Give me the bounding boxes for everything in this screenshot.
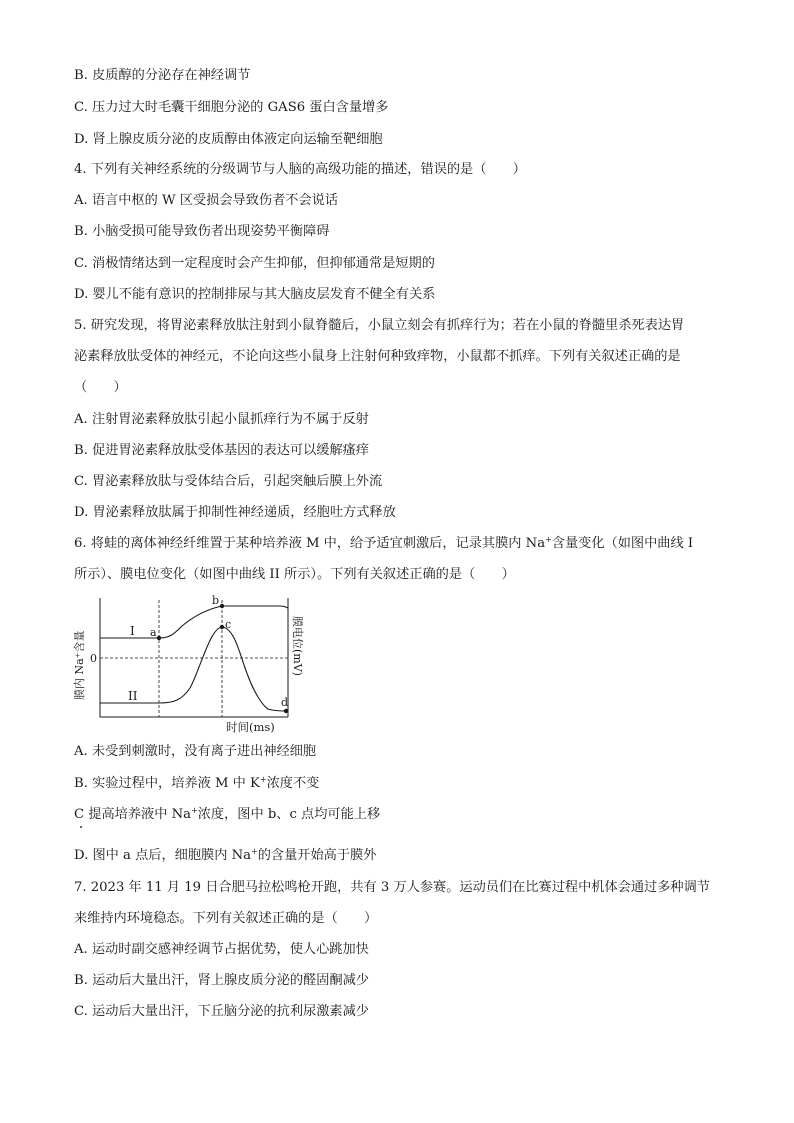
q5-option-d: D. 胃泌素释放肽属于抑制性神经递质，经胞吐方式释放 <box>74 505 396 520</box>
q4-stem: 4. 下列有关神经系统的分级调节与人脑的高级功能的描述，错误的是（ ） <box>74 162 526 177</box>
q6-option-c-text-b: 浓度，图中 b、c 点均可能上移 <box>197 807 381 822</box>
q6-option-d-text-b: 的含量开始高于膜外 <box>257 848 377 863</box>
stray-dot <box>80 826 82 828</box>
q6-option-b-text-a: B. 实验过程中，培养液 M 中 K <box>74 776 260 791</box>
q4-option-b: B. 小脑受损可能导致伤者出现姿势平衡障碍 <box>74 224 330 239</box>
x-axis-label: 时间(ms) <box>226 720 275 734</box>
q7-stem-line2: 来维持内环境稳态。下列有关叙述正确的是（ ） <box>74 911 378 926</box>
q3-option-c: C. 压力过大时毛囊干细胞分泌的 GAS6 蛋白含量增多 <box>74 100 389 115</box>
q7-option-a: A. 运动时副交感神经调节占据优势，使人心跳加快 <box>74 942 369 957</box>
q5-option-c: C. 胃泌素释放肽与受体结合后，引起突触后膜上外流 <box>74 474 383 489</box>
zero-label: 0 <box>90 652 97 665</box>
superscript-plus: + <box>191 806 198 815</box>
y-axis-label-left: 膜内 Na⁺含量 <box>73 630 86 700</box>
q6-option-d <box>74 846 376 866</box>
q3-option-d: D. 肾上腺皮质分泌的皮质醇由体液定向运输至靶细胞 <box>74 132 383 147</box>
point-b-label: b <box>212 594 220 607</box>
point-b-dot <box>220 604 224 608</box>
q6-stem-line1 <box>74 534 693 554</box>
point-a-label: a <box>150 626 157 639</box>
y-axis-label-right: 膜电位(mV) <box>291 616 304 676</box>
membrane-potential-figure <box>70 590 310 736</box>
q6-option-c <box>74 805 380 825</box>
point-c-label: c <box>225 618 232 631</box>
q4-option-a: A. 语言中枢的 W 区受损会导致伤者不会说话 <box>74 193 339 208</box>
q6-option-b-text-b: 浓度不变 <box>266 776 320 791</box>
q7-stem-line1: 7. 2023 年 11 月 19 日合肥马拉松鸣枪开跑，共有 3 万人参赛。运动员们在比赛过程中机体会通过多种调节 <box>74 880 710 895</box>
q5-option-a: A. 注射胃泌素释放肽引起小鼠抓痒行为不属于反射 <box>74 412 369 427</box>
point-a-dot <box>157 636 161 640</box>
curve-ii-label: II <box>128 689 138 703</box>
point-c-dot <box>220 625 224 629</box>
q5-stem-line1: 5. 研究发现，将胃泌素释放肽注射到小鼠脊髓后，小鼠立刻会有抓痒行为；若在小鼠的脊髓里杀死表达胃 <box>74 318 685 333</box>
q5-stem-line2: 泌素释放肽受体的神经元，不论向这些小鼠身上注射何种致痒物，小鼠都不抓痒。下列有关叙述正确的是 <box>74 349 681 364</box>
curve-i <box>100 606 288 638</box>
q3-option-b: B. 皮质醇的分泌存在神经调节 <box>74 68 251 83</box>
q6-option-d-text-a: D. 图中 a 点后，细胞膜内 Na <box>74 848 252 863</box>
point-d-dot <box>284 709 288 713</box>
superscript-plus: + <box>259 775 267 784</box>
q6-option-c-text-a: C 提高培养液中 Na <box>74 807 191 822</box>
q6-stem-text-b: 含量变化（如图中曲线 I <box>551 536 694 551</box>
curve-i-label: I <box>130 624 135 638</box>
q6-option-a: A. 未受到刺激时，没有离子进出神经细胞 <box>74 744 317 759</box>
q5-option-b: B. 促进胃泌素释放肽受体基因的表达可以缓解瘙痒 <box>74 443 370 458</box>
q6-stem-line2: 所示）、膜电位变化（如图中曲线 II 所示）。下列有关叙述正确的是（ ） <box>74 567 515 582</box>
superscript-plus: + <box>251 847 258 856</box>
q7-option-c: C. 运动后大量出汗，下丘脑分泌的抗利尿激素减少 <box>74 1004 369 1019</box>
q4-option-d: D. 婴儿不能有意识的控制排尿与其大脑皮层发育不健全有关系 <box>74 287 436 302</box>
q6-stem-text-a: 6. 将蛙的离体神经纤维置于某种培养液 M 中，给予适宜刺激后，记录其膜内 Na <box>74 536 546 551</box>
q6-option-b <box>74 774 319 794</box>
point-d-label: d <box>281 696 289 709</box>
q5-stem-line3: （ ） <box>74 380 127 395</box>
q4-option-c: C. 消极情绪达到一定程度时会产生抑郁，但抑郁通常是短期的 <box>74 256 435 271</box>
q7-option-b: B. 运动后大量出汗，肾上腺皮质分泌的醛固酮减少 <box>74 973 370 988</box>
superscript-plus: + <box>545 535 552 544</box>
